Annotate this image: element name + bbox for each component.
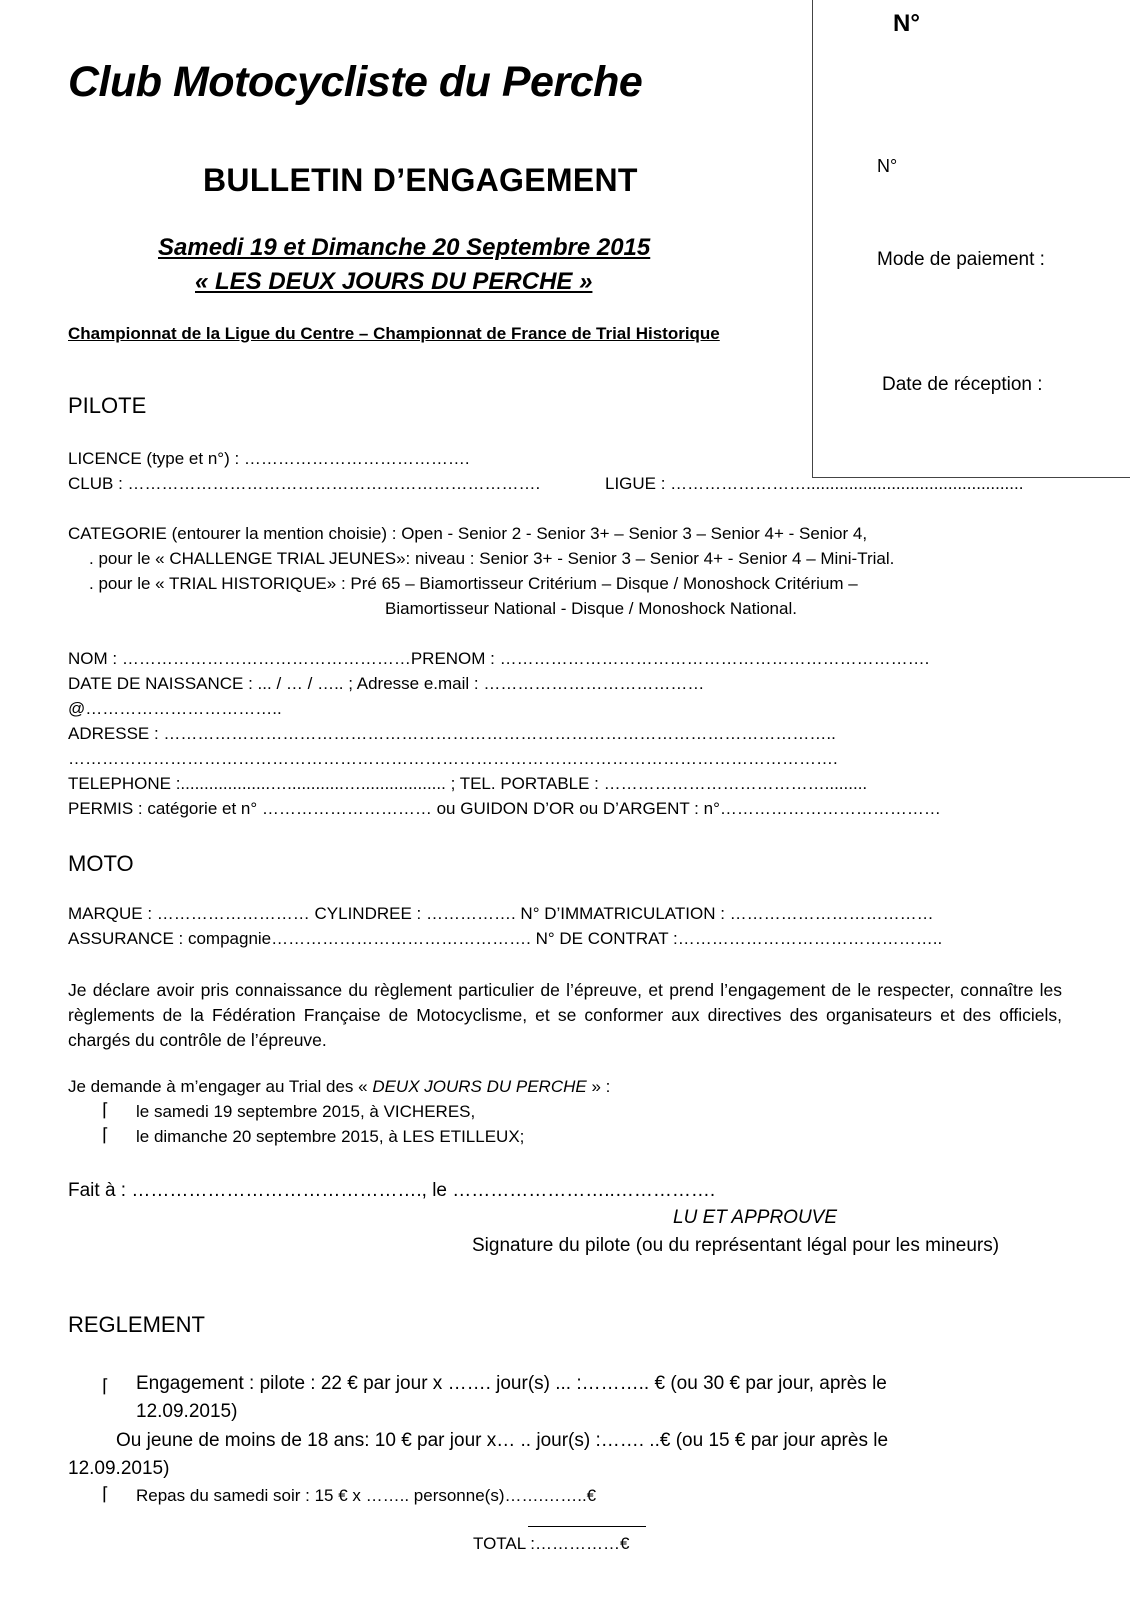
event-dates: Samedi 19 et Dimanche 20 Septembre 2015 [158, 234, 651, 261]
licence-field: LICENCE (type et n°) : …………………………………. [68, 449, 470, 468]
payment-mode-label: Mode de paiement : [877, 249, 1045, 270]
ligue-field: LIGUE : …………………….............................................. [605, 474, 1024, 493]
office-number-top: N° [893, 10, 920, 37]
email-continuation: @…………………………….. [68, 699, 282, 718]
club-name: Club Motocycliste du Perche [68, 58, 643, 106]
signature-label: Signature du pilote (ou du représentant légal pour les mineurs) [472, 1235, 1000, 1256]
request-suffix: » : [586, 1077, 611, 1096]
request-event: DEUX JOURS DU PERCHE [372, 1077, 587, 1096]
checkbox-repas[interactable]: ⌈ [102, 1484, 110, 1504]
day2-label: le dimanche 20 septembre 2015, à LES ETILLEUX; [136, 1127, 525, 1146]
office-number: N° [877, 156, 898, 176]
reception-date-label: Date de réception : [882, 374, 1043, 395]
marque-field: MARQUE : ……………………… CYLINDREE : ……………. N° D’IMMATRICULATION : ……………………………… [68, 904, 934, 923]
assurance-field: ASSURANCE : compagnie………………………………………. N° DE CONTRAT :……………………………………….. [68, 929, 943, 948]
document-title: BULLETIN D’ENGAGEMENT [203, 162, 638, 198]
declaration-text: Je déclare avoir pris connaissance du règlement particulier de l’épreuve, et prend l’engagement de le respecter, connaître les règlements de la Fédération Française de Motocyclisme, et se conformer aux directives des organisateurs et des officiels, chargés du contrôle de l’épreuve. [68, 980, 1062, 1050]
total-rule [528, 1526, 646, 1527]
checkbox-engagement[interactable]: ⌈ [102, 1376, 110, 1396]
categorie-line-1: CATEGORIE (entourer la mention choisie) : Open - Senior 2 - Senior 3+ – Senior 3 – Senior 4+ - Senior 4, [68, 524, 868, 543]
event-name: « LES DEUX JOURS DU PERCHE » [195, 268, 593, 295]
telephone-field: TELEPHONE :...................…............….................. ; TEL. PORTABLE : …………………………………......... [68, 774, 868, 793]
section-pilote: PILOTE [68, 393, 147, 418]
championship-line: Championnat de la Ligue du Centre – Championnat de France de Trial Historique [68, 324, 720, 343]
club-field: CLUB : ………………………………………………………………. [68, 474, 541, 493]
categorie-line-3: . pour le « TRIAL HISTORIQUE» : Pré 65 – Biamortisseur Critérium – Disque / Monoshock Critérium – [89, 574, 858, 593]
checkbox-day2[interactable]: ⌈ [102, 1125, 110, 1145]
engagement-line-2: 12.09.2015) [136, 1401, 238, 1422]
section-moto: MOTO [68, 851, 134, 876]
checkbox-day1[interactable]: ⌈ [102, 1100, 110, 1120]
total-line: TOTAL :……………€ [473, 1534, 630, 1553]
adresse-field-2: ………………………………………………………………………………………………………………………. [68, 749, 838, 768]
lu-et-approuve: LU ET APPROUVE [673, 1207, 838, 1228]
request-prefix: Je demande à m’engager au Trial des « [68, 1077, 373, 1096]
naissance-email-field: DATE DE NAISSANCE : ... / … / ….. ; Adresse e.mail : ………………………………… [68, 674, 705, 693]
nom-prenom-field: NOM : ……………………………………………PRENOM : …………………………………………………………………. [68, 649, 930, 668]
permis-field: PERMIS : catégorie et n° ………………………… ou GUIDON D’OR ou D’ARGENT : n°………………………………… [68, 799, 941, 818]
jeune-line-2: 12.09.2015) [68, 1458, 170, 1479]
categorie-line-4: Biamortisseur National - Disque / Monoshock National. [385, 599, 797, 618]
repas-line: Repas du samedi soir : 15 € x …….. personne(s)…….……..€ [136, 1486, 597, 1505]
day1-label: le samedi 19 septembre 2015, à VICHERES, [136, 1102, 476, 1121]
office-use-box [812, 0, 1130, 478]
fait-a-field: Fait à : ………………………………………., le ……………………..……………. [68, 1180, 716, 1201]
adresse-field: ADRESSE : ……………………………………………………………………………………………………….. [68, 724, 836, 743]
engagement-request [68, 1077, 610, 1097]
section-reglement: REGLEMENT [68, 1312, 205, 1337]
categorie-line-2: . pour le « CHALLENGE TRIAL JEUNES»: niveau : Senior 3+ - Senior 3 – Senior 4+ - Senior 4 – Mini-Trial. [89, 549, 895, 568]
jeune-line-1: Ou jeune de moins de 18 ans: 10 € par jour x… .. jour(s) :……. ..€ (ou 15 € par jour après le [116, 1430, 889, 1451]
engagement-line-1: Engagement : pilote : 22 € par jour x ……. jour(s) ... :……….. € (ou 30 € par jour, après le [136, 1373, 887, 1394]
